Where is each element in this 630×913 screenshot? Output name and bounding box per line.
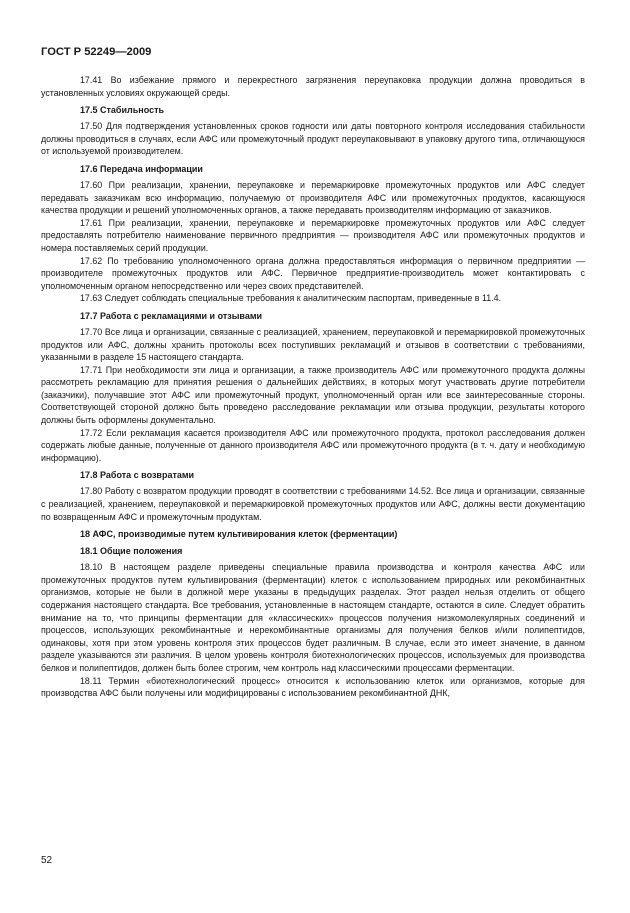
heading-18: 18 АФС, производимые путем культивирования клеток (ферментации) [80, 529, 398, 540]
heading-17-8: 17.8 Работа с возвратами [80, 470, 195, 481]
paragraph-17-80: 17.80 Работу с возвратом продукции проводят в соответствии с требованиями 14.52. Все лица и организации, связанные с реализацией, хранением, переупаковкой и перемаркировкой промежуточных продуктов или АФС, должны вести документацию по возвращенным АФС и промежуточным продуктам. [41, 486, 585, 522]
paragraph-17-70: 17.70 Все лица и организации, связанные с реализацией, хранением, переупаковкой и перемаркировкой промежуточных продуктов или АФС, должны хранить протоколы всех поступивших рекламаций и отзывов в соответствии с требованиями, указанными в разделе 15 настоящего стандарта. [41, 326, 585, 363]
paragraph-17-60: 17.60 При реализации, хранении, переупаковке и перемаркировке промежуточных продуктов или АФС следует передавать заказчикам всю информацию, получаемую от производителя АФС или промежуточных продуктов, касающуюся качества продукции и решений уполномоченных органов, а также передавать производителям информацию от заказчиков. [41, 179, 585, 216]
paragraph-17-72: 17.72 Если рекламация касается производителя АФС или промежуточного продукта, протокол расследования должен содержать любые данные, полученные от данного производителя АФС или промежуточного продукта (в т. ч. дату и необходимую информацию). [41, 427, 585, 463]
heading-17-7: 17.7 Работа с рекламациями и отзывами [80, 310, 263, 321]
paragraph-17-61: 17.61 При реализации, хранении, переупаковке и перемаркировке промежуточных продуктов или АФС следует предоставлять потребителю наименование первичного предприятия — производителя АФС или промежуточных продуктов и номера поставляемых серий продукции. [41, 217, 585, 253]
paragraph-17-50: 17.50 Для подтверждения установленных сроков годности или даты повторного контроля исследования стабильности должны проводиться в случаях, если АФС или промежуточный продукт переупаковывают в упаковку другого типа, отличающуюся от используемой производителем. [41, 121, 585, 157]
heading-18-1: 18.1 Общие положения [80, 546, 183, 557]
paragraph-17-71: 17.71 При необходимости эти лица и организации, а также производитель АФС или промежуточного продукта должны рассмотреть рекламацию для принятия решения о дальнейших действиях, в которых могут участвовать другие потребители (заказчики), получавшие этот АФС или промежуточный продукт, уполномоченный орган или все заинтересованные стороны. Соответствующей стороной должно быть проведено расследование рекламации или отзыва продукции, результаты которого должны быть оформлены документально. [41, 364, 585, 426]
paragraph-17-63: 17.63 Следует соблюдать специальные требования к аналитическим паспортам, приведенные в 11.4. [80, 293, 502, 304]
paragraph-17-62: 17.62 По требованию уполномоченного органа должна предоставляться информация о первичном предприятии — производителе промежуточных продуктов или АФС. Первичное предприятие-производитель может контактировать с уполномоченным органом непосредственно или через своих представителей. [41, 255, 585, 291]
document-header: ГОСТ Р 52249—2009 [41, 46, 152, 58]
heading-17-6: 17.6 Передача информации [80, 163, 203, 174]
page-number: 52 [41, 855, 53, 866]
paragraph-18-11: 18.11 Термин «биотехнологический процесс» относится к использованию клеток или организмов, которые для производства АФС были получены или модифицированы с использованием рекомбинантной ДНК, [41, 675, 585, 699]
paragraph-18-10: 18.10 В настоящем разделе приведены специальные правила производства и контроля качества АФС или промежуточных продуктов путем культивирования (ферментации) клеток с использованием природных или рекомбинантных организмов, которые не были в должной мере указаны в предыдущих разделах. Этот раздел нельзя отделить от общего содержания настоящего стандарта. Все требования, установленные в настоящем стандарте, остаются в силе. Следует обратить внимание на то, что принципы ферментации для «классических» процессов получения низкомолекулярных соединений и процессов, использующих рекомбинантные и нерекомбинантные организмы для получения белков и/или полипептидов, одинаковы, хотя при этом уровень контроля этих процессов будет различным. В случае, если это имеет значение, в данном разделе указываются эти различия. В целом уровень контроля биотехнологических процессов, используемых для производства белков и полипептидов, должен быть более строгим, чем контроль над классическими процессами ферментации. [41, 562, 585, 673]
document-page [41, 46, 585, 700]
paragraph-17-41: 17.41 Во избежание прямого и перекрестного загрязнения переупаковка продукции должна проводиться в установленных условиях окружающей среды. [41, 75, 585, 98]
heading-17-5: 17.5 Стабильность [80, 105, 165, 116]
